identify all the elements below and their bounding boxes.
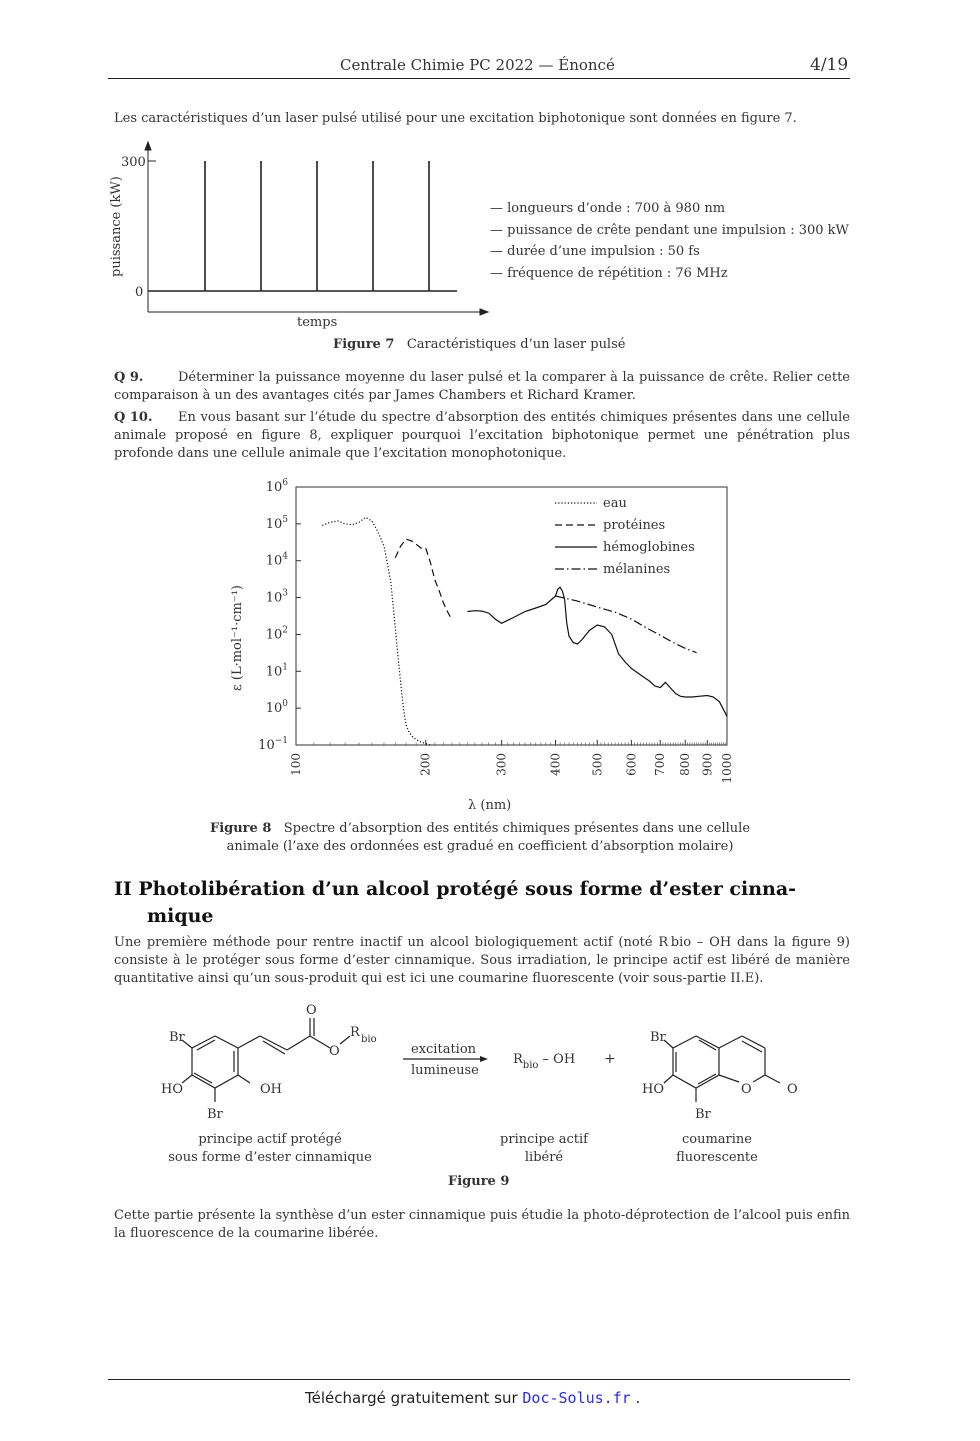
figure7-caption — [333, 337, 625, 352]
figure9-label-alcohol — [474, 1131, 614, 1167]
figure8-xlabel: λ (nm) — [468, 798, 512, 813]
header-title: Centrale Chimie PC 2022 — Énoncé — [340, 56, 615, 74]
section-title-line2: mique — [147, 905, 214, 927]
coumarin-br-bottom: Br — [695, 1107, 711, 1122]
legend-label: hémoglobines — [603, 540, 695, 555]
figure8-y-ticks — [258, 478, 301, 753]
footer-suffix: . — [630, 1389, 641, 1407]
figure8-chart — [215, 476, 755, 821]
question-9-text: Déterminer la puissance moyenne du laser pulsé et la comparer à la puissance de crête. Relier cette comparaison à un des avantages cités par James Chambers et Richard Kramer. — [114, 370, 850, 403]
figure9-label-ester — [160, 1131, 380, 1167]
ester-br-bottom: Br — [207, 1107, 223, 1122]
figure8-xtick-label: 100 — [289, 753, 303, 776]
figure7-spec-peak-power: — puissance de crête pendant une impulsion : 300 kW — [490, 222, 849, 238]
label-coumarin-line1: coumarine — [682, 1132, 752, 1147]
figure8-ylabel: ε (L·mol⁻¹·cm⁻¹) — [230, 585, 245, 691]
footer-prefix: Téléchargé gratuitement sur — [305, 1389, 523, 1407]
label-ester-line2: sous forme d’ester cinnamique — [168, 1150, 372, 1165]
figure8-xtick-label: 600 — [624, 753, 639, 776]
figure8-ytick-label: $10^1$ — [265, 662, 288, 680]
reaction-arrow-head — [480, 1056, 488, 1062]
ester-oh: OH — [260, 1082, 282, 1097]
ester-r: R — [350, 1025, 360, 1040]
figure8-ytick-label: $10^6$ — [265, 478, 288, 495]
coumarin-ho: HO — [642, 1082, 664, 1097]
header-rule — [108, 78, 850, 79]
figure7-pulses — [205, 161, 429, 291]
label-ester-line1: principe actif protégé — [198, 1132, 342, 1147]
legend-label: protéines — [603, 518, 666, 533]
question-10-label: Q 10. — [114, 410, 153, 425]
ester-br-top: Br — [169, 1030, 185, 1045]
figure7-ylabel: puissance (kW) — [109, 176, 124, 277]
coumarin-ring-o: O — [741, 1082, 752, 1097]
figure7-chart — [100, 140, 500, 340]
section-title-line1: II Photolibération d’un alcool protégé sous forme d’ester cinna- — [114, 878, 797, 900]
footer-link[interactable]: Doc-Solus.fr — [522, 1389, 631, 1407]
figure8-x-ticks — [289, 740, 734, 784]
figure9-caption: Figure 9 — [448, 1174, 510, 1189]
question-9-label: Q 9. — [114, 370, 144, 385]
figure8-caption-line1: Spectre d’absorption des entités chimiques présentes dans une cellule — [283, 821, 751, 836]
figure7-specs — [490, 198, 849, 284]
product-alcohol: $R_{bio}$ – OH — [513, 1052, 576, 1071]
arrow-label-top: excitation — [411, 1042, 477, 1057]
coumarin-structure — [664, 1036, 780, 1102]
figure8-ytick-label: $10^3$ — [265, 588, 288, 606]
ester-carbonyl-o: O — [306, 1003, 317, 1018]
series-dashed — [395, 539, 452, 620]
figure8-xtick-label: 1000 — [720, 753, 734, 784]
figure7-ytick-0: 0 — [135, 285, 144, 300]
figure8-ytick-label: $10^4$ — [265, 551, 288, 569]
figure8-xtick-label: 400 — [548, 753, 563, 776]
footer-rule — [108, 1379, 850, 1380]
figure8-caption-label: Figure 8 — [209, 821, 272, 836]
figure8-xtick-label: 300 — [494, 753, 509, 776]
legend-label: eau — [603, 496, 627, 511]
figure9-scheme — [150, 1000, 820, 1125]
figure9-label-coumarin — [657, 1131, 777, 1167]
figure8-xtick-label: 700 — [653, 753, 668, 776]
plus-sign: + — [604, 1051, 616, 1067]
figure8-ytick-label: $10^0$ — [265, 699, 288, 717]
closing-paragraph: Cette partie présente la synthèse d’un ester cinnamique puis étudie la photo-déprotection de l’alcool puis enfin la fluorescence de la coumarine libérée. — [114, 1208, 850, 1241]
arrow-label-bottom: lumineuse — [411, 1063, 479, 1078]
figure7-spec-duration: — durée d’une impulsion : 50 fs — [490, 244, 700, 259]
figure7-ytick-300: 300 — [121, 155, 146, 170]
figure8-caption-line2: animale (l’axe des ordonnées est gradué en coefficient d’absorption molaire) — [226, 839, 734, 854]
series-solid — [468, 587, 728, 716]
question-10 — [114, 409, 850, 463]
footer — [305, 1389, 640, 1407]
series-dotted — [322, 517, 430, 745]
label-alcohol-line1: principe actif — [500, 1132, 588, 1147]
label-coumarin-line2: fluorescente — [676, 1150, 758, 1165]
label-alcohol-line2: libéré — [524, 1150, 564, 1165]
figure8-xtick-label: 900 — [700, 753, 715, 776]
ester-r-sub: bio — [361, 1034, 377, 1045]
legend-label: mélanines — [603, 562, 671, 577]
figure8-caption — [200, 820, 760, 856]
figure7-caption-label: Figure 7 — [333, 337, 395, 352]
coumarin-br-top: Br — [650, 1030, 666, 1045]
question-10-text: En vous basant sur l’étude du spectre d’absorption des entités chimiques présentes dans une cellule animale proposé en figure 8, expliquer pourquoi l’excitation biphotonique permet une pénétration plus profonde dans une cellule animale que l’excitation monophotonique. — [114, 410, 850, 461]
figure8-ytick-label: $10^5$ — [265, 514, 288, 532]
figure8-ytick-label: $10^{-1}$ — [258, 736, 288, 753]
figure8-xtick-label: 800 — [678, 753, 693, 776]
figure8-ytick-label: $10^2$ — [265, 625, 288, 643]
figure8-legend — [555, 496, 695, 577]
page-number: 4/19 — [810, 55, 849, 75]
figure8-xtick-label: 500 — [590, 753, 605, 776]
figure7-spec-wavelength: — longueurs d’onde : 700 à 980 nm — [490, 201, 726, 216]
section-intro: Une première méthode pour rentre inactif un alcool biologiquement actif (noté R bio – OH dans la figure 9) consiste à le protéger sous forme d’ester cinnamique. Sous irradiation, le principe actif est libéré de manière quantitative ainsi qu’un sous-produit qui est ici une coumarine fluorescente (voir sous-partie II.E). — [114, 935, 850, 986]
figure7-caption-text: Caractéristiques d’un laser pulsé — [406, 337, 626, 352]
question-9 — [114, 369, 850, 405]
intro-paragraph: Les caractéristiques d’un laser pulsé utilisé pour une excitation biphotonique sont données en figure 7. — [114, 111, 797, 126]
figure7-spec-frequency: — fréquence de répétition : 76 MHz — [490, 265, 728, 281]
coumarin-carbonyl-o: O — [787, 1082, 798, 1097]
section-title — [114, 876, 854, 930]
ester-ether-o: O — [329, 1044, 340, 1059]
ester-ho: HO — [161, 1082, 183, 1097]
figure7-xlabel: temps — [297, 315, 338, 330]
figure8-xtick-label: 200 — [418, 753, 433, 776]
